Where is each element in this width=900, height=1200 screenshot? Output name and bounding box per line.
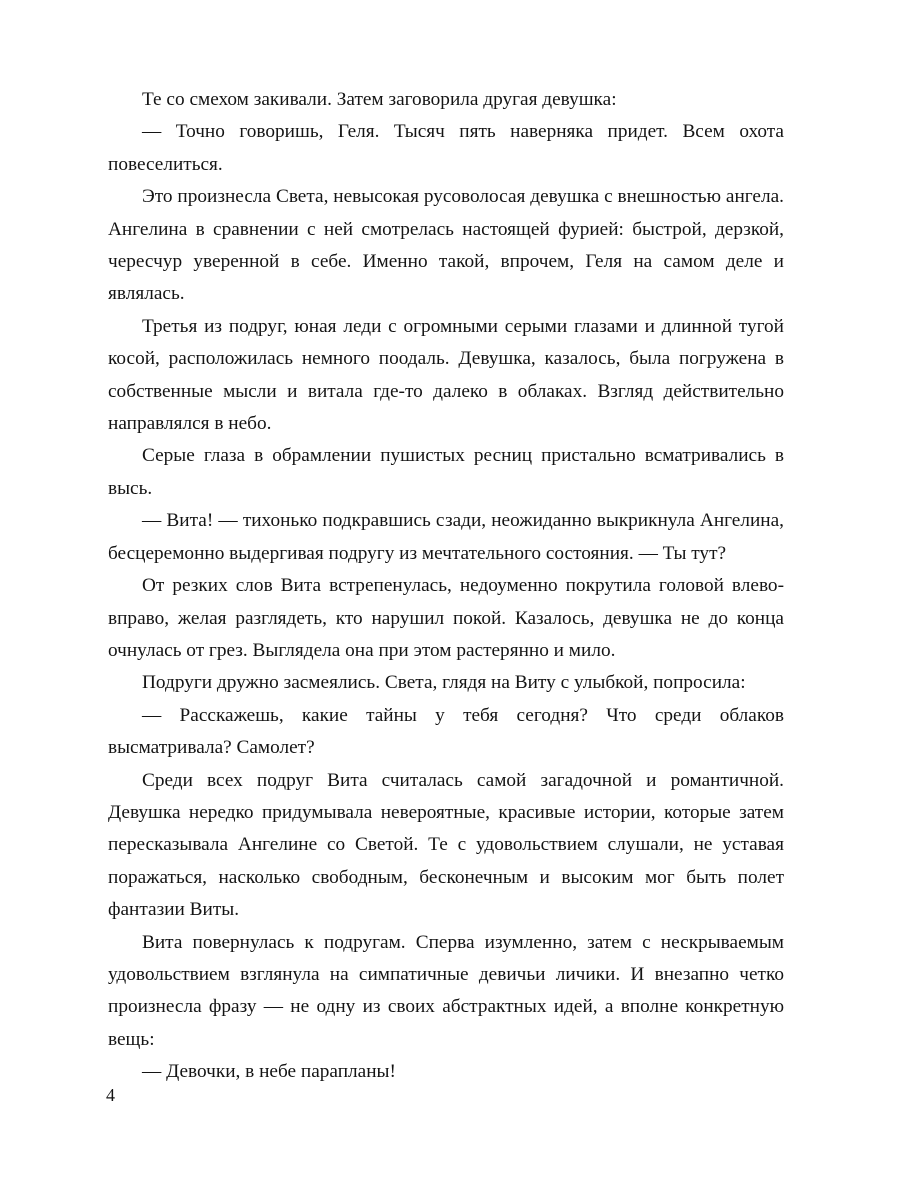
paragraph: Среди всех подруг Вита считалась самой загадочной и романтичной. Девушка нередко придумывала невероятные, красивые истории, которые затем пересказывала Ангелине со Светой. Те с удовольствием слушали, не уставая поражаться, насколько свободным, бесконечным и высоким мог быть полет фантазии Виты. bbox=[108, 769, 784, 921]
paragraph: Это произнесла Света, невысокая русоволосая девушка с внешностью ангела. Ангелина в сравнении с ней смотрелась настоящей фурией: быстрой, дерзкой, чересчур уверенной в себе. Именно такой, впрочем, Геля на самом деле и являлась. bbox=[108, 186, 784, 305]
paragraph: — Точно говоришь, Геля. Тысяч пять наверняка придет. Всем охота повеселиться. bbox=[108, 121, 784, 175]
paragraph: Третья из подруг, юная леди с огромными серыми глазами и длинной тугой косой, расположилась немного поодаль. Девушка, казалось, была погружена в собственные мысли и витала где-то далеко в облаках. Взгляд действительно направлялся в небо. bbox=[108, 315, 784, 435]
body-text-column bbox=[108, 84, 784, 1089]
paragraph: — Девочки, в небе парапланы! bbox=[142, 1061, 396, 1083]
paragraph: Вита повернулась к подругам. Сперва изумленно, затем с нескрываемым удовольствием взглянула на симпатичные девичьи личики. И внезапно четко произнесла фразу — не одну из своих абстрактных идей, а вполне конкретную вещь: bbox=[108, 931, 784, 1050]
paragraph: От резких слов Вита встрепенулась, недоуменно покрутила головой влево-вправо, желая разглядеть, кто нарушил покой. Казалось, девушка не до конца очнулась от грез. Выглядела она при этом растерянно и мило. bbox=[108, 575, 784, 661]
paragraph: — Расскажешь, какие тайны у тебя сегодня? Что среди облаков высматривала? Самолет? bbox=[108, 704, 784, 759]
paragraph: Подруги дружно засмеялись. Света, глядя на Виту с улыбкой, попросила: bbox=[142, 672, 746, 694]
paragraph: — Вита! — тихонько подкравшись сзади, неожиданно выкрикнула Ангелина, бесцеремонно выдергивая подругу из мечтательного состояния. — Ты тут? bbox=[108, 510, 784, 564]
page-number: 4 bbox=[106, 1085, 115, 1105]
paragraph: Те со смехом закивали. Затем заговорила другая девушка: bbox=[142, 89, 617, 110]
paragraph: Серые глаза в обрамлении пушистых ресниц пристально всматривались в высь. bbox=[108, 445, 784, 499]
